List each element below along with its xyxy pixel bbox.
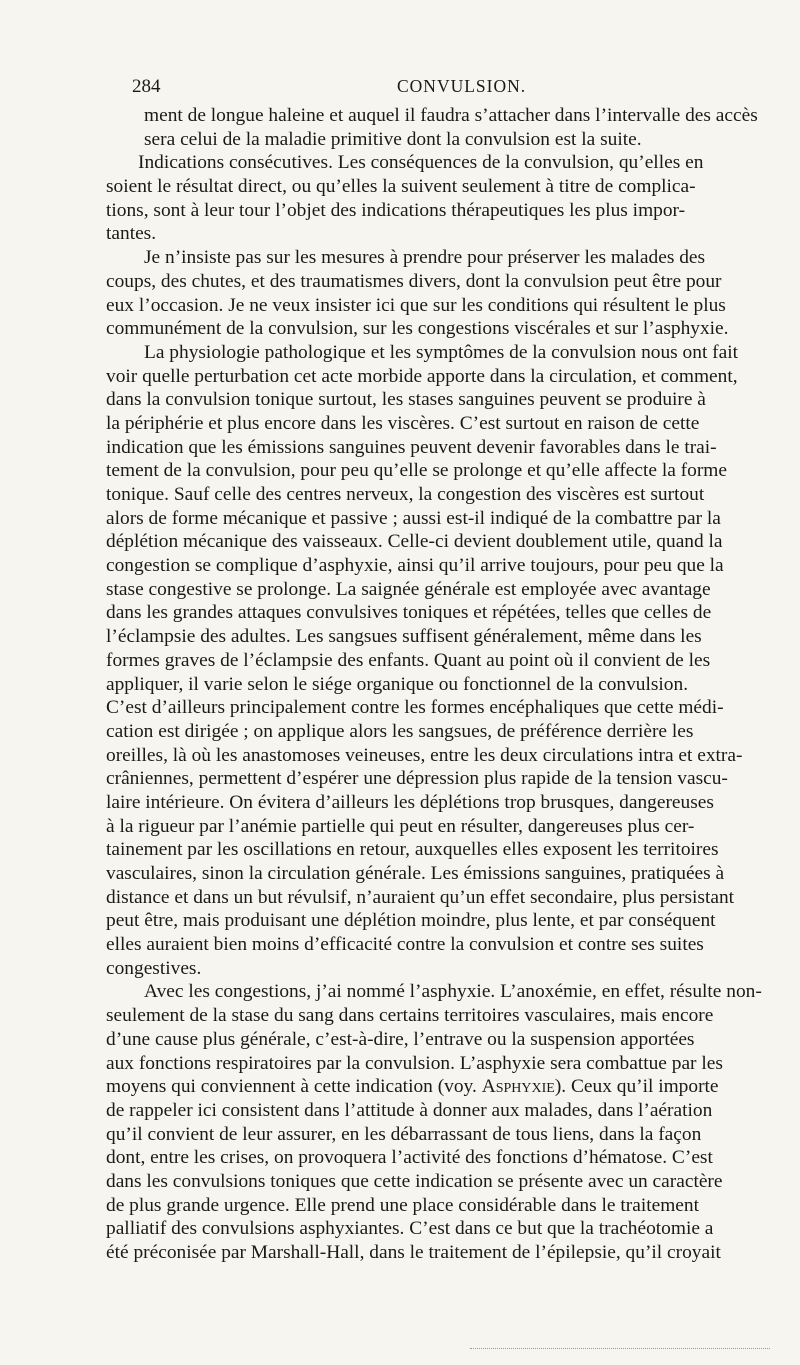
text-line: palliatif des convulsions asphyxiantes. C’est dans ce but que la trachéotomie a (106, 1218, 714, 1240)
text-line: la périphérie et plus encore dans les viscères. C’est surtout en raison de cette (106, 412, 700, 434)
text-line: de plus grande urgence. Elle prend une place considérable dans le traitement (106, 1194, 699, 1216)
text-line: La physiologie pathologique et les symptômes de la convulsion nous ont fait (144, 341, 739, 363)
text-line: elles auraient bien moins d’efficacité contre la convulsion et contre ses suites (106, 934, 704, 956)
text-line: déplétion mécanique des vaisseaux. Celle-ci devient doublement utile, quand la (106, 531, 723, 553)
text-line: voir quelle perturbation cet acte morbide apporte dans la circulation, et comment, (106, 365, 738, 387)
text-line: eux l’occasion. Je ne veux insister ici que sur les conditions qui résultent le plus (106, 294, 726, 316)
text-line: de rappeler ici consistent dans l’attitude à donner aux malades, dans l’aération (106, 1099, 713, 1121)
text-line: sera celui de la maladie primitive dont la convulsion est la suite. (144, 128, 642, 150)
text-line: tantes. (106, 223, 157, 245)
text-line: communément de la convulsion, sur les congestions viscérales et sur l’asphyxie. (106, 318, 729, 340)
text-line: dont, entre les crises, on provoquera l’activité des fonctions d’hématose. C’est (106, 1147, 713, 1169)
text-line: oreilles, là où les anastomoses veineuses, entre les deux circulations intra et extra- (106, 744, 743, 766)
text-line: stase congestive se prolonge. La saignée générale est employée avec avantage (106, 578, 711, 600)
text-line: soient le résultat direct, ou qu’elles la suivent seulement à titre de complica- (106, 176, 696, 198)
text-line: laire intérieure. On évitera d’ailleurs les déplétions trop brusques, dangereuses (106, 791, 714, 813)
text-line: ment de longue haleine et auquel il faudra s’attacher dans l’intervalle des accès (144, 105, 758, 126)
text-line: vasculaires, sinon la circulation générale. Les émissions sanguines, pratiquées à (106, 863, 725, 884)
text-line: Indications consécutives. Les conséquences de la convulsion, qu’elles en (138, 152, 704, 174)
paragraph (106, 104, 771, 151)
text-line: d’une cause plus générale, c’est-à-dire, l’entrave ou la suspension apportées (106, 1028, 695, 1050)
text-line: peut être, mais produisant une déplétion moindre, plus lente, et par conséquent (106, 910, 716, 932)
text-line: alors de forme mécanique et passive ; aussi est-il indiqué de la combattre par la (106, 507, 721, 529)
text-line: tonique. Sauf celle des centres nerveux, la congestion des viscères est surtout (106, 484, 705, 505)
text-line: appliquer, il varie selon le siége organique ou fonctionnel de la convulsion. (106, 673, 689, 695)
text-line: à la rigueur par l’anémie partielle qui peut en résulter, dangereuses plus cer- (106, 815, 695, 837)
text-line: été préconisée par Marshall-Hall, dans le traitement de l’épilepsie, qu’il croyait (106, 1242, 721, 1263)
text-line: moyens qui conviennent à cette indication (voy. Asphyxie). Ceux qu’il importe (106, 1076, 719, 1098)
text-line: dans la convulsion tonique surtout, les stases sanguines peuvent se produire à (106, 389, 706, 411)
text-line: crâniennes, permettent d’espérer une dépression plus rapide de la tension vascu- (106, 768, 728, 790)
text-line: Avec les congestions, j’ai nommé l’asphyxie. L’anoxémie, en effet, résulte non- (144, 981, 762, 1003)
cross-reference: Asphyxie (481, 1076, 555, 1098)
text-line: Je n’insiste pas sur les mesures à prendre pour préserver les malades des (144, 247, 706, 269)
text-line: tement de la convulsion, pour peu qu’elle se prolonge et qu’elle affecte la forme (106, 460, 727, 482)
body-text (106, 104, 771, 1265)
page-number: 284 (132, 76, 161, 97)
text-line: l’éclampsie des adultes. Les sangsues suffisent généralement, même dans les (106, 626, 702, 648)
text-line: indication que les émissions sanguines peuvent devenir favorables dans le trai- (106, 436, 717, 458)
text-line: cation est dirigée ; on applique alors les sangsues, de préférence derrière les (106, 720, 694, 742)
text-line: tainement par les oscillations en retour, auxquelles elles exposent les territoires (106, 839, 719, 861)
paragraph (106, 341, 771, 981)
paragraph (106, 246, 771, 341)
text-line: dans les grandes attaques convulsives toniques et répétées, telles que celles de (106, 602, 712, 624)
footer-rule (470, 1348, 770, 1350)
paragraph (106, 151, 771, 246)
text-line: aux fonctions respiratoires par la convulsion. L’asphyxie sera combattue par les (106, 1052, 723, 1074)
text-line: C’est d’ailleurs principalement contre les formes encéphaliques que cette médi- (106, 697, 724, 719)
running-head: CONVULSION. (397, 76, 527, 96)
text-line: congestives. (106, 957, 202, 979)
text-line: qu’il convient de leur assurer, en les débarrassant de tous liens, dans la façon (106, 1123, 702, 1145)
text-line: distance et dans un but révulsif, n’auraient qu’un effet secondaire, plus persistant (106, 886, 735, 908)
text-line: congestion se complique d’asphyxie, ainsi qu’il arrive toujours, pour peu que la (106, 555, 724, 577)
paragraph (106, 980, 771, 1264)
text-line: coups, des chutes, et des traumatismes divers, dont la convulsion peut être pour (106, 270, 722, 292)
text-line: seulement de la stase du sang dans certains territoires vasculaires, mais encore (106, 1005, 714, 1027)
page-header (132, 76, 772, 104)
text-line: tions, sont à leur tour l’objet des indications thérapeutiques les plus impor- (106, 199, 686, 221)
text-line: dans les convulsions toniques que cette indication se présente avec un caractère (106, 1170, 723, 1192)
text-line: formes graves de l’éclampsie des enfants. Quant au point où il convient de les (106, 649, 711, 671)
